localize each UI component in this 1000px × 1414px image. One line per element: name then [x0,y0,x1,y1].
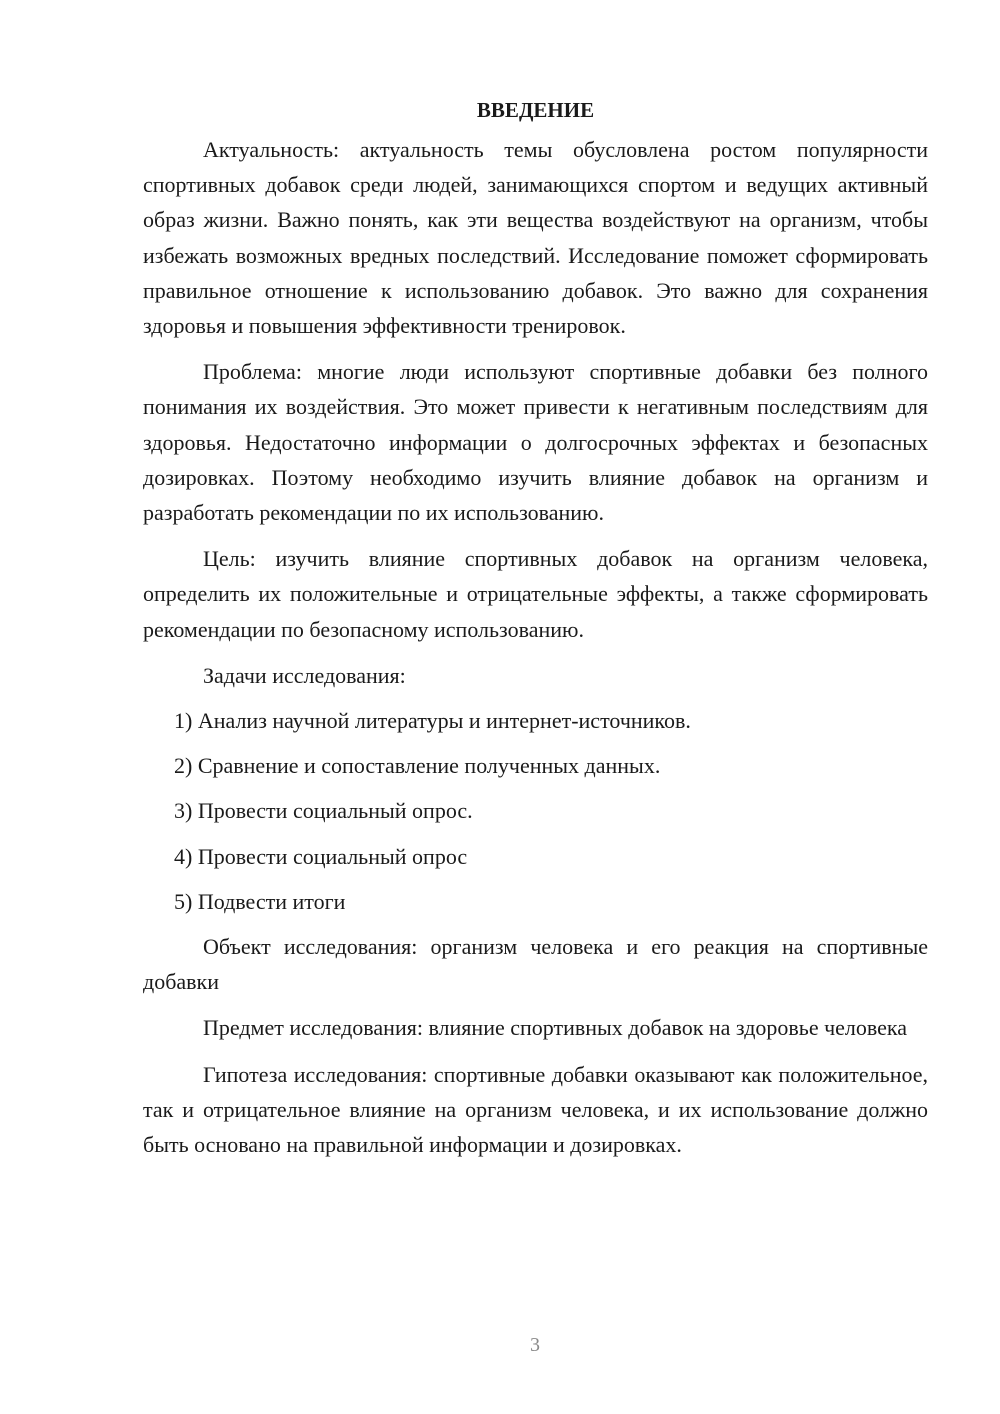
tasks-heading: Задачи исследования: [203,662,406,688]
task-item: 1) Анализ научной литературы и интернет-источников. [174,708,691,734]
task-item: 3) Провести социальный опрос. [174,798,473,824]
goal-paragraph: Цель: изучить влияние спортивных добавок на организм человека, определить их положительные и отрицательные эффекты, а также сформировать рекомендации по безопасному использованию. [143,546,928,642]
page-number: 3 [530,1334,540,1356]
task-item: 5) Подвести итоги [174,888,346,914]
task-item: 2) Сравнение и сопоставление полученных данных. [174,753,661,779]
document-page [143,96,928,1173]
problem-paragraph: Проблема: многие люди используют спортивные добавки без полного понимания их воздействия. Это может привести к негативным последствиям для здоровья. Недостаточно информации о долгосрочных эффектах и безопасных дозировках. Поэтому необходимо изучить влияние добавок на организм и разработать рекомендации по их использованию. [143,359,928,526]
relevance-paragraph: Актуальность: актуальность темы обусловлена ростом популярности спортивных добавок среди людей, занимающихся спортом и ведущих активный образ жизни. Важно понять, как эти вещества воздействуют на организм, чтобы избежать возможных вредных последствий. Исследование поможет сформировать правильное отношение к использованию добавок. Это важно для сохранения здоровья и повышения эффективности тренировок. [143,137,928,339]
page-title: ВВЕДЕНИЕ [476,98,595,122]
object-paragraph: Объект исследования: организм человека и его реакция на спортивные добавки [143,934,928,995]
subject-paragraph: Предмет исследования: влияние спортивных добавок на здоровье человека [203,1015,908,1041]
tasks-list [143,703,928,919]
hypothesis-paragraph: Гипотеза исследования: спортивные добавки оказывают как положительное, так и отрицательное влияние на организм человека, и их использование должно быть основано на правильной информации и дозировках. [143,1061,928,1158]
task-item: 4) Провести социальный опрос [174,843,468,869]
